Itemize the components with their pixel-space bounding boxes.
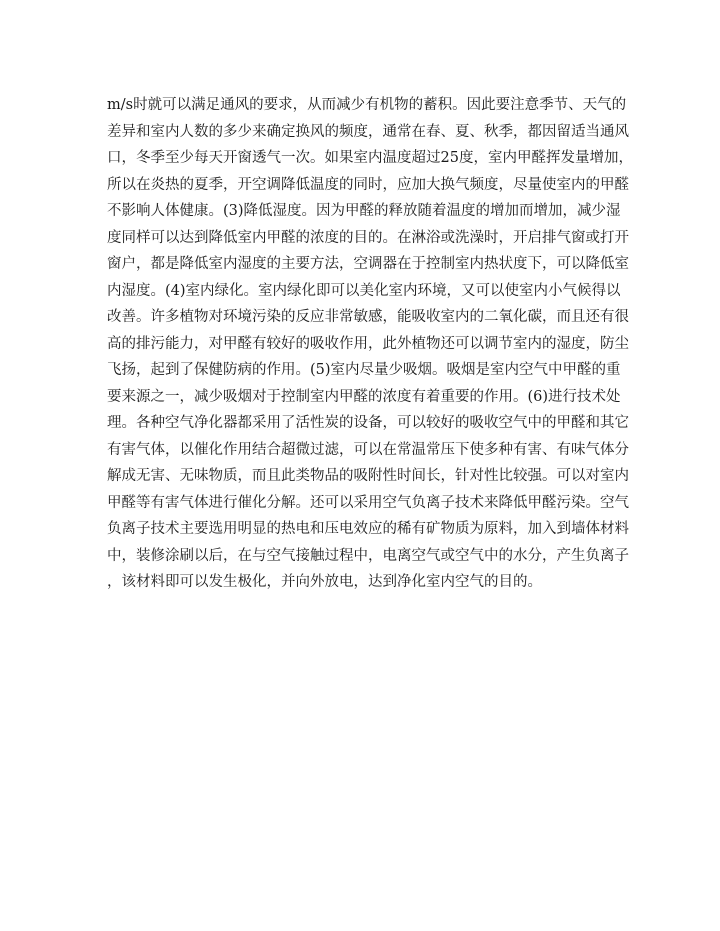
text-line: 差异和室内人数的多少来确定换风的频度，通常在春、夏、秋季，都因留适当通风	[107, 123, 629, 140]
text-line: 有害气体，以催化作用结合超微过滤，可以在常温常压下使多种有害、有味气体分	[107, 441, 629, 458]
text-line: ，该材料即可以发生极化，并向外放电，达到净化室内空气的目的。	[107, 574, 542, 590]
text-line: 高的排污能力，对甲醛有较好的吸收作用，此外植物还可以调节室内的湿度，防尘	[107, 335, 629, 352]
text-line: 口，冬季至少每天开窗透气一次。如果室内温度超过25度，室内甲醛挥发量增加，	[107, 150, 633, 166]
text-line: 改善。许多植物对环境污染的反应非常敏感，能吸收室内的二氧化碳，而且还有很	[107, 309, 629, 325]
text-line: m/s时就可以满足通风的要求，从而减少有机物的蓄积。因此要注意季节、天气的	[107, 97, 627, 113]
text-line: 内湿度。(4)室内绿化。室内绿化即可以美化室内环境，又可以使室内小气候得以	[107, 282, 621, 299]
body-paragraph	[107, 92, 633, 596]
text-line: 中，装修涂刷以后，在与空气接触过程中，电离空气或空气中的水分，产生负离子	[107, 547, 629, 564]
text-line: 窗户，都是降低室内湿度的主要方法，空调器在于控制室内热状度下，可以降低室	[107, 256, 629, 272]
text-line: 负离子技术主要选用明显的热电和压电效应的稀有矿物质为原料，加入到墙体材料	[107, 521, 629, 537]
text-line: 不影响人体健康。(3)降低湿度。因为甲醛的释放随着温度的增加而增加，减少湿	[107, 203, 621, 219]
text-line: 要来源之一，减少吸烟对于控制室内甲醛的浓度有着重要的作用。(6)进行技术处	[107, 388, 621, 405]
text-line: 理。各种空气净化器都采用了活性炭的设备，可以较好的吸收空气中的甲醛和其它	[107, 415, 629, 431]
text-line: 度同样可以达到降低室内甲醛的浓度的目的。在淋浴或洗澡时，开启排气窗或打开	[107, 229, 629, 246]
text-line: 飞扬，起到了保健防病的作用。(5)室内尽量少吸烟。吸烟是室内空气中甲醛的重	[107, 362, 621, 378]
text-line: 甲醛等有害气体进行催化分解。还可以采用空气负离子技术来降低甲醛污染。空气	[107, 494, 629, 511]
text-line: 解成无害、无味物质，而且此类物品的吸附性时间长，针对性比较强。可以对室内	[107, 468, 629, 484]
text-line: 所以在炎热的夏季，开空调降低温度的同时，应加大换气频度，尽量使室内的甲醛	[107, 176, 629, 193]
